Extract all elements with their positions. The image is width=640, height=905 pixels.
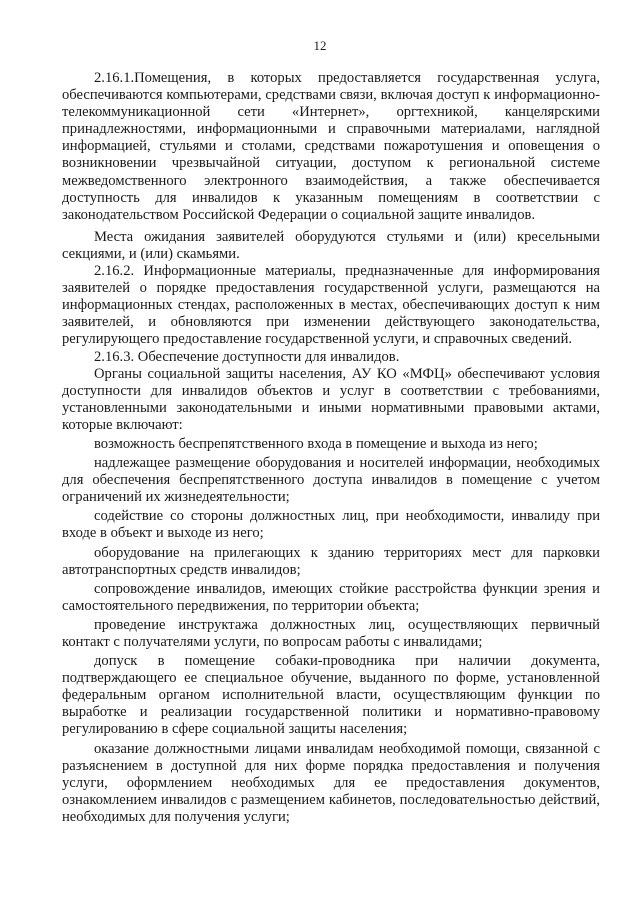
list-item: оборудование на прилегающих к зданию территориях мест для парковки автотранспортных средств инвалидов; <box>62 544 600 578</box>
document-body <box>62 70 600 826</box>
paragraph-2-16-2: 2.16.2. Информационные материалы, предназначенные для информирования заявителей о порядке предоставления государственной услуги, размещаются на информационных стендах, расположенных в местах, обеспечивающих доступ к ним заявителей, и обновляются при изменении действующего законодательства, регулирующего предоставление государственной услуги, и справочных сведений. <box>62 263 600 348</box>
list-item: оказание должностными лицами инвалидам необходимой помощи, связанной с разъяснением в доступной для них форме порядка предоставления и получения услуги, оформлением необходимых для ее предоставления документов, ознакомлением инвалидов с размещением кабинетов, последовательностью действий, необходимых для получения услуги; <box>62 740 600 825</box>
list-item: допуск в помещение собаки-проводника при наличии документа, подтверждающего ее специальное обучение, выданного по форме, установленной федеральным органом исполнительной власти, осуществляющим функции по выработке и реализации государственной политики и нормативно-правовому регулированию в сфере социальной защиты населения; <box>62 653 600 738</box>
list-item: содействие со стороны должностных лиц, при необходимости, инвалиду при входе в объект и выходе из него; <box>62 508 600 542</box>
list-item: надлежащее размещение оборудования и носителей информации, необходимых для обеспечения беспрепятственного доступа инвалидов в помещение с учетом ограничений их жизнедеятельности; <box>62 455 600 506</box>
page-number: 12 <box>313 38 327 53</box>
list-item: проведение инструктажа должностных лиц, осуществляющих первичный контакт с получателями услуги, по вопросам работы с инвалидами; <box>62 616 600 650</box>
list-item: сопровождение инвалидов, имеющих стойкие расстройства функции зрения и самостоятельного передвижения, по территории объекта; <box>62 580 600 614</box>
paragraph-2-16-1: 2.16.1.Помещения, в которых предоставляется государственная услуга, обеспечиваются компьютерами, средствами связи, включая доступ к информационно-телекоммуникационной сети «Интернет», оргтехникой, канцелярскими принадлежностями, информационными и справочными материалами, наглядной информацией, стульями и столами, средствами пожаротушения и оповещения о возникновении чрезвычайной ситуации, доступом к региональной системе межведомственного электронного взаимодействия, а также обеспечивается доступность для инвалидов к указанным помещениям в соответствии с законодательством Российской Федерации о социальной защите инвалидов. <box>62 70 600 223</box>
paragraph-social-protection: Органы социальной защиты населения, АУ КО «МФЦ» обеспечивают условия доступности для инвалидов объектов и услуг в соответствии с требованиями, установленными законодательными и иными нормативными правовыми актами, которые включают: <box>62 365 600 433</box>
list-item: возможность беспрепятственного входа в помещение и выхода из него; <box>94 435 538 452</box>
paragraph-waiting-places: Места ожидания заявителей оборудуются стульями и (или) кресельными секциями, и (или) скамьями. <box>62 228 600 262</box>
paragraph-2-16-3-heading: 2.16.3. Обеспечение доступности для инвалидов. <box>94 348 400 365</box>
